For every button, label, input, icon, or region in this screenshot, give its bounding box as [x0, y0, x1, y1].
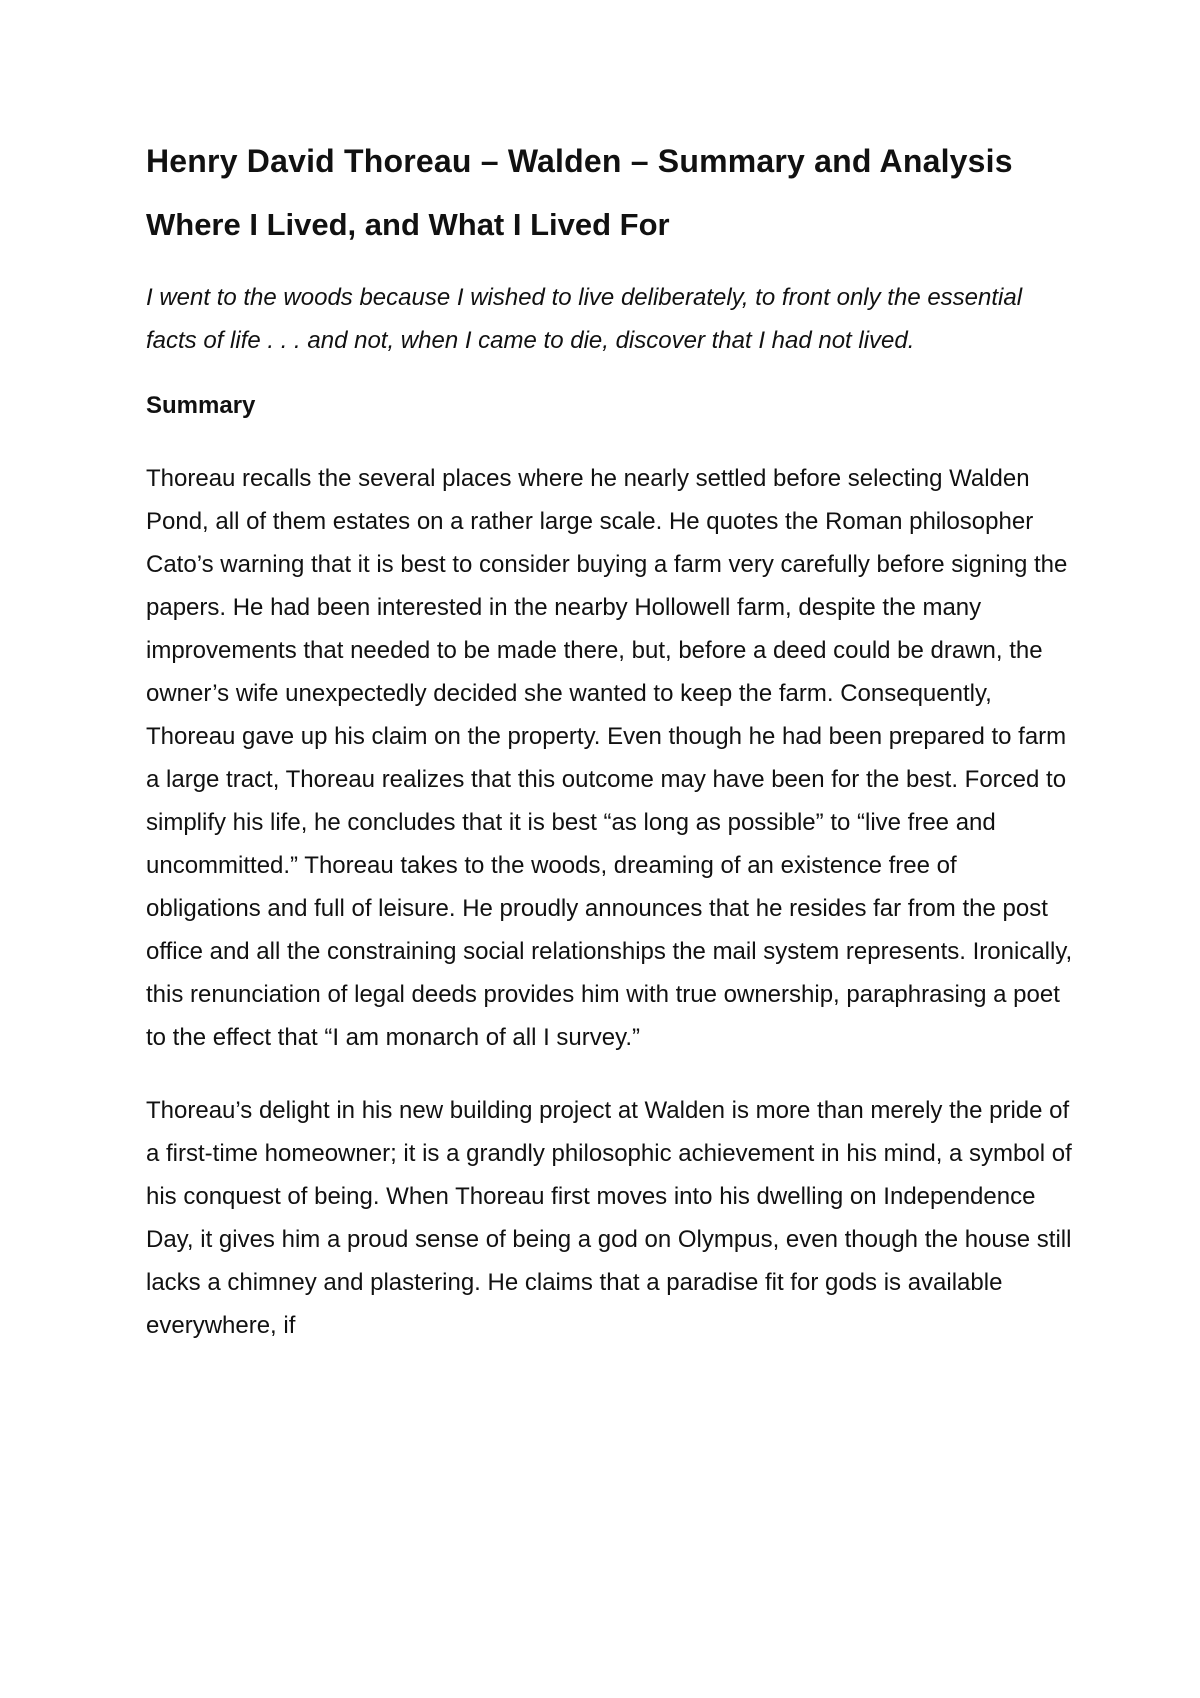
section-heading-summary: Summary: [146, 392, 256, 419]
summary-paragraph-1: Thoreau recalls the several places where he nearly settled before selecting Walden Pond, all of them estates on a rather large scale. He quotes the Roman philosopher Cato’s warning that it is best to consider buying a farm very carefully before signing the papers. He had been interested in the nearby Hollowell farm, despite the many improvements that needed to be made there, but, before a deed could be drawn, the owner’s wife unexpectedly decided she wanted to keep the farm. Consequently, Thoreau gave up his claim on the property. Even though he had been prepared to farm a large tract, Thoreau realizes that this outcome may have been for the best. Forced to simplify his life, he concludes that it is best “as long as possible” to “live free and uncommitted.” Thoreau takes to the woods, dreaming of an existence free of obligations and full of leisure. He proudly announces that he resides far from the post office and all the constraining social relationships the mail system represents. Ironically, this renunciation of legal deeds provides him with true ownership, paraphrasing a poet to the effect that “I am monarch of all I survey.”: [146, 465, 1073, 1051]
summary-paragraph-2: Thoreau’s delight in his new building project at Walden is more than merely the pride of a first-time homeowner; it is a grandly philosophic achievement in his mind, a symbol of his conquest of being. When Thoreau first moves into his dwelling on Independence Day, it gives him a proud sense of being a god on Olympus, even though the house still lacks a chimney and plastering. He claims that a paradise fit for gods is available everywhere, if: [146, 1097, 1072, 1339]
document-page: [146, 140, 1076, 1347]
epigraph-quote: I went to the woods because I wished to live deliberately, to front only the essential facts of life . . . and not, when I came to die, discover that I had not lived.: [146, 284, 1023, 354]
document-title: Henry David Thoreau – Walden – Summary and Analysis: [146, 143, 1013, 179]
chapter-title: Where I Lived, and What I Lived For: [146, 207, 670, 242]
